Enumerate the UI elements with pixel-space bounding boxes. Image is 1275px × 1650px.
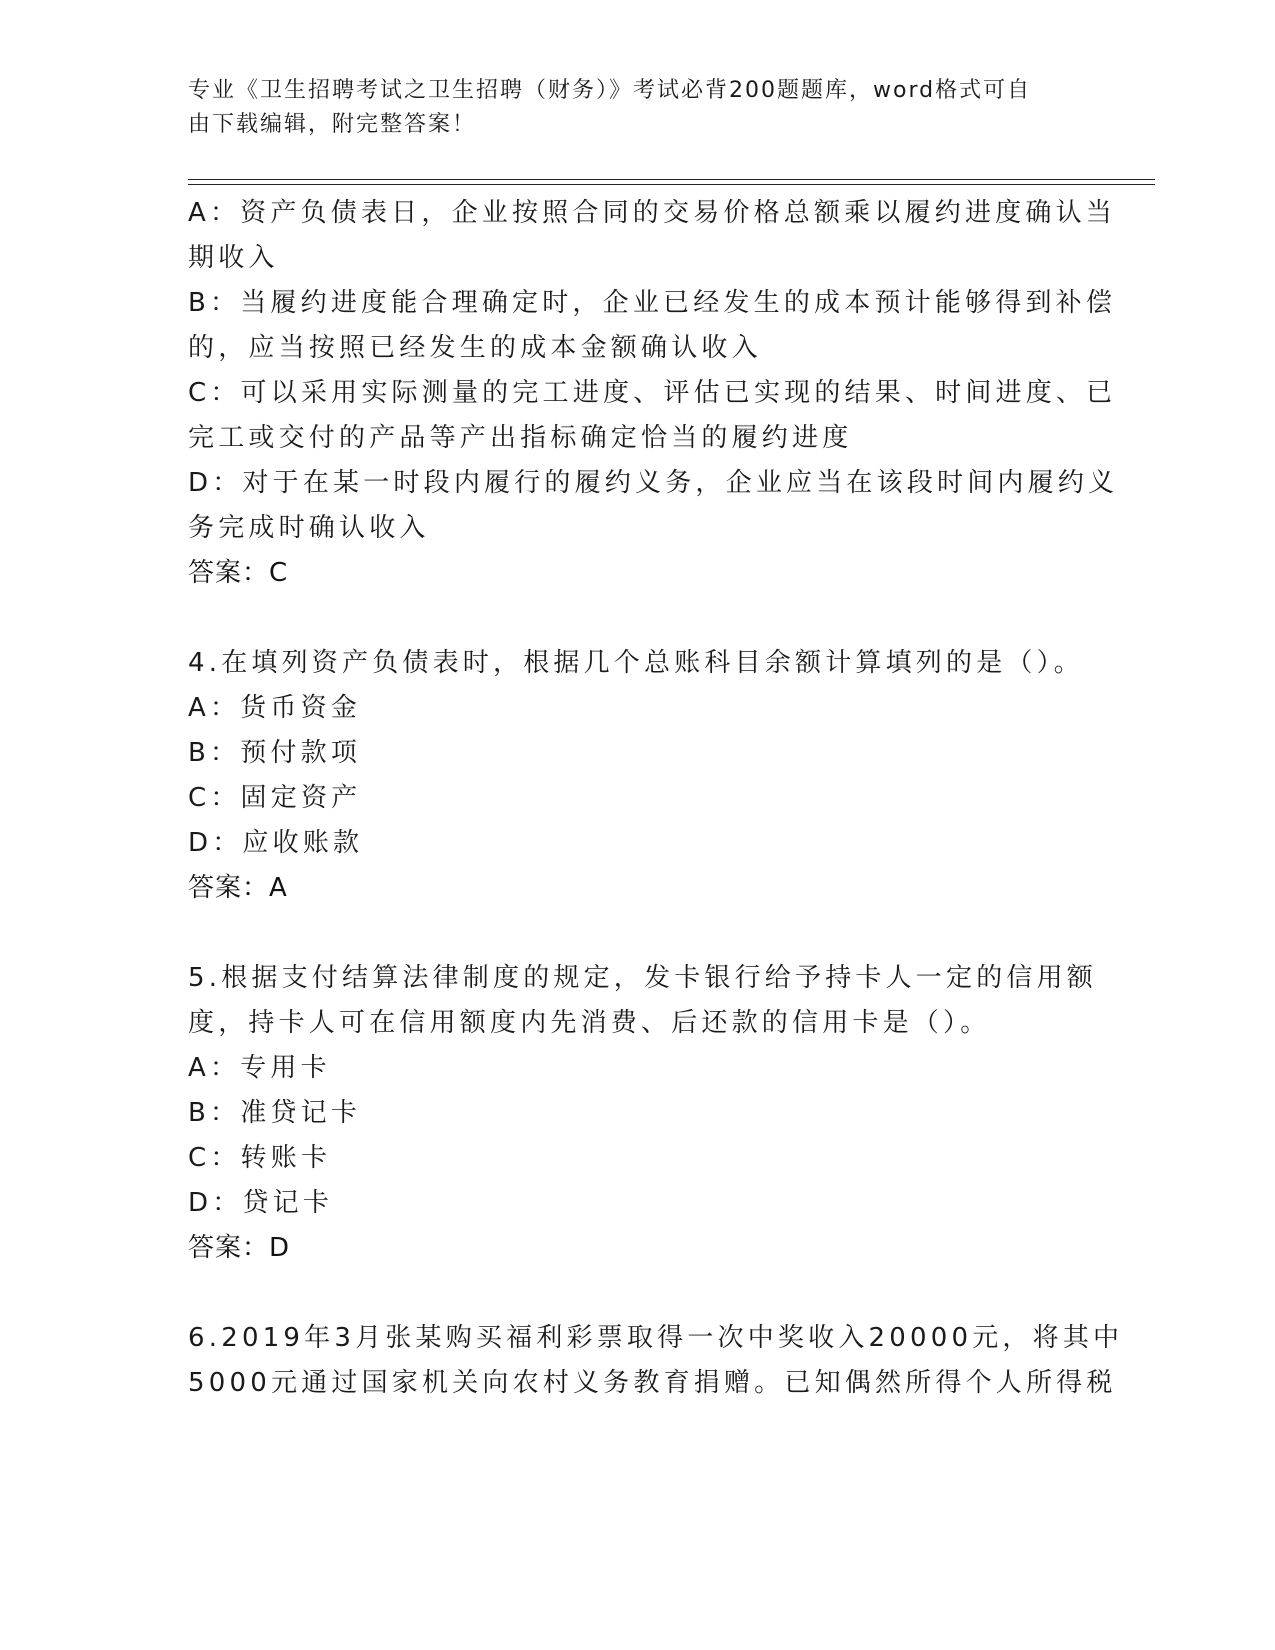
- spacer: [188, 596, 1088, 641]
- q4-option-c: C：固定资产: [188, 783, 362, 813]
- q4-option-b: B：预付款项: [188, 738, 362, 768]
- header-title-line-2: 由下载编辑，附完整答案！: [188, 112, 477, 137]
- q5-stem-line-1: 5.根据支付结算法律制度的规定，发卡银行给予持卡人一定的信用额: [188, 963, 1098, 993]
- document-header: [188, 74, 1068, 142]
- q4-answer: 答案：A: [188, 873, 288, 903]
- q4-stem: 4.在填列资产负债表时，根据几个总账科目余额计算填列的是（）。: [188, 648, 1085, 678]
- header-divider-bottom: [188, 184, 1155, 185]
- q3-option-a-line-1: A：资产负债表日，企业按照合同的交易价格总额乘以履约进度确认当: [188, 198, 1116, 228]
- q5-answer: 答案：D: [188, 1233, 291, 1263]
- q3-option-d-line-2: 务完成时确认收入: [188, 513, 430, 543]
- question-5: [188, 956, 1098, 1271]
- q3-answer: 答案：C: [188, 558, 289, 588]
- q5-option-b: B：准贷记卡: [188, 1098, 362, 1128]
- header-divider-top: [188, 179, 1155, 180]
- q5-option-c: C：转账卡: [188, 1143, 332, 1173]
- document-body: [188, 191, 1124, 1406]
- q4-option-d: D：应收账款: [188, 828, 364, 858]
- q3-option-d-line-1: D：对于在某一时段内履行的履约义务，企业应当在该段时间内履约义: [188, 468, 1119, 498]
- question-3-options: [188, 191, 1119, 596]
- q5-option-d: D：贷记卡: [188, 1188, 334, 1218]
- question-6: [188, 1316, 1124, 1406]
- q5-option-a: A：专用卡: [188, 1053, 331, 1083]
- question-4: [188, 641, 1088, 911]
- q3-option-b-line-1: B：当履约进度能合理确定时，企业已经发生的成本预计能够得到补偿: [188, 288, 1117, 318]
- q3-option-c-line-1: C：可以采用实际测量的完工进度、评估已实现的结果、时间进度、已: [188, 378, 1117, 408]
- q4-option-a: A：货币资金: [188, 693, 361, 723]
- header-title-line-1: 专业《卫生招聘考试之卫生招聘（财务）》考试必背200题题库，word格式可自: [188, 78, 1032, 103]
- q6-stem-line-2: 5000元通过国家机关向农村义务教育捐赠。已知偶然所得个人所得税: [188, 1368, 1117, 1398]
- q6-stem-line-1: 6.2019年3月张某购买福利彩票取得一次中奖收入20000元，将其中: [188, 1323, 1124, 1353]
- spacer: [188, 1271, 1088, 1316]
- q5-stem-line-2: 度，持卡人可在信用额度内先消费、后还款的信用卡是（）。: [188, 1008, 991, 1038]
- spacer: [188, 911, 1088, 956]
- q3-option-c-line-2: 完工或交付的产品等产出指标确定恰当的履约进度: [188, 423, 853, 453]
- q3-option-a-line-2: 期收入: [188, 243, 279, 273]
- q3-option-b-line-2: 的，应当按照已经发生的成本金额确认收入: [188, 333, 762, 363]
